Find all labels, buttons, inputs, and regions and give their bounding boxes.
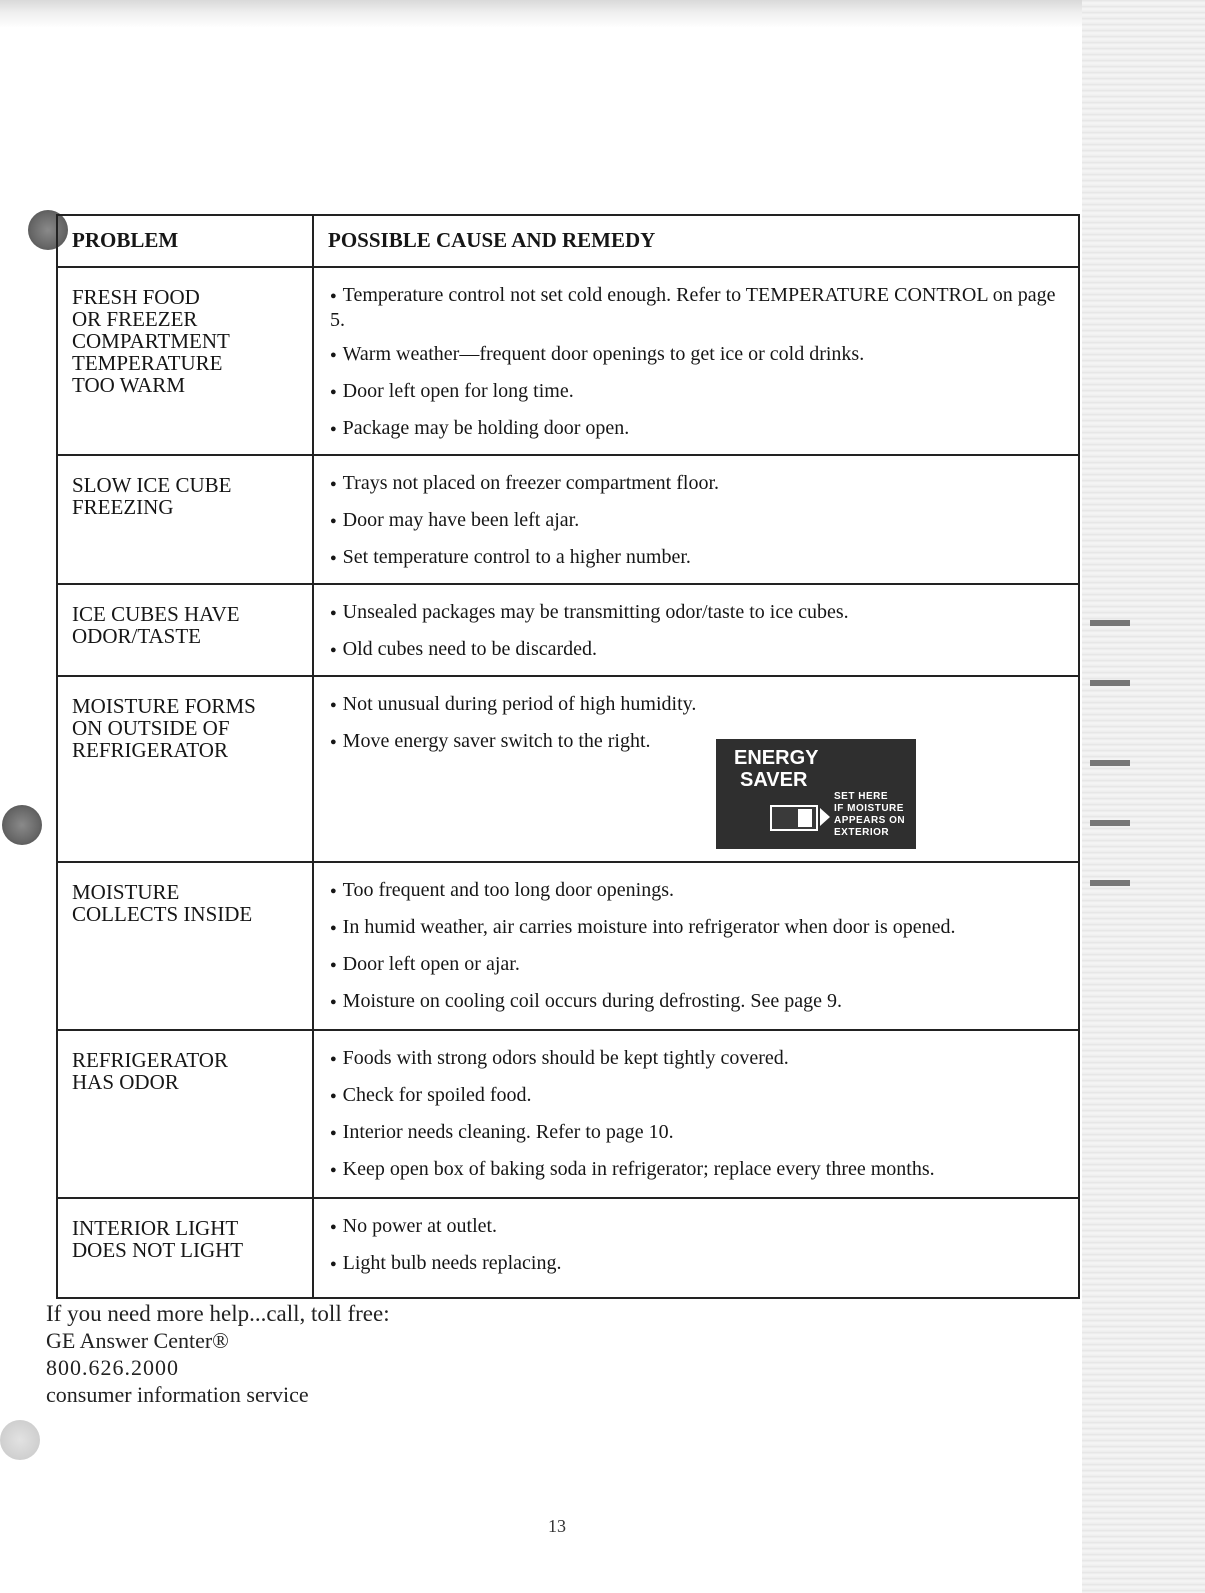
remedy-list	[330, 472, 1064, 571]
energy-saver-switch-icon	[770, 805, 818, 831]
energy-saver-title	[734, 747, 818, 791]
remedy-item: ● Package may be holding door open.	[330, 417, 1064, 442]
remedy-cell	[313, 1030, 1079, 1198]
problem-cell	[57, 267, 313, 455]
problem-line: FREEZING	[72, 495, 174, 519]
scan-top-edge	[0, 0, 1205, 28]
problem-line: HAS ODOR	[72, 1070, 179, 1094]
table-row-ice-odor	[57, 584, 1079, 676]
problem-column-header: PROBLEM	[57, 215, 313, 267]
remedy-cell	[313, 676, 1079, 862]
remedy-item: ● Check for spoiled food.	[330, 1084, 1064, 1109]
scan-mark	[1090, 820, 1130, 826]
remedy-item: ● Too frequent and too long door openings.	[330, 879, 1064, 904]
energy-saver-illustration	[716, 739, 916, 849]
help-service-line: consumer information service	[46, 1382, 309, 1407]
remedy-list	[330, 1047, 1064, 1183]
remedy-item: ● Set temperature control to a higher number.	[330, 546, 1064, 571]
remedy-list	[330, 1215, 1064, 1277]
problem-line: ICE CUBES HAVE	[72, 602, 240, 626]
energy-saver-line: SAVER	[740, 769, 808, 791]
scan-mark	[1090, 760, 1130, 766]
remedy-item: ● Interior needs cleaning. Refer to page 10.	[330, 1121, 1064, 1146]
remedy-item: ● Keep open box of baking soda in refrigerator; replace every three months.	[330, 1158, 1064, 1183]
problem-line: SLOW ICE CUBE	[72, 473, 232, 497]
remedy-item: ● Light bulb needs replacing.	[330, 1252, 1064, 1277]
energy-saver-note-line: APPEARS ON	[834, 815, 906, 826]
remedy-item: ● Old cubes need to be discarded.	[330, 638, 1064, 663]
problem-line: REFRIGERATOR	[72, 738, 228, 762]
problem-line: TEMPERATURE	[72, 351, 223, 375]
remedy-column-header: POSSIBLE CAUSE AND REMEDY	[313, 215, 1079, 267]
problem-cell	[57, 676, 313, 862]
remedy-list	[330, 693, 1064, 755]
problem-line: FRESH FOOD	[72, 285, 200, 309]
help-lead: If you need more help...call, toll free:	[46, 1301, 390, 1326]
scan-mark	[1090, 880, 1130, 886]
table-row-moisture-outside	[57, 676, 1079, 862]
problem-line: DOES NOT LIGHT	[72, 1238, 244, 1262]
arrow-right-icon	[820, 808, 830, 826]
problem-line: OR FREEZER	[72, 307, 198, 331]
remedy-item: ● No power at outlet.	[330, 1215, 1064, 1240]
remedy-item: ● Move energy saver switch to the right.	[330, 730, 1064, 755]
remedy-list	[330, 879, 1064, 1015]
scan-mark	[1090, 680, 1130, 686]
remedy-cell	[313, 267, 1079, 455]
problem-cell	[57, 455, 313, 584]
energy-saver-line: ENERGY	[734, 747, 819, 769]
remedy-item: ● Door may have been left ajar.	[330, 509, 1064, 534]
remedy-item: ● Temperature control not set cold enough. Refer to TEMPERATURE CONTROL on page 5.	[330, 284, 1064, 331]
problem-line: MOISTURE	[72, 880, 180, 904]
remedy-cell	[313, 862, 1079, 1030]
problem-line: ON OUTSIDE OF	[72, 716, 230, 740]
remedy-item: ● Door left open for long time.	[330, 380, 1064, 405]
energy-saver-note-line: SET HERE	[834, 791, 889, 802]
switch-knob-icon	[798, 809, 812, 827]
table-row-too-warm	[57, 267, 1079, 455]
remedy-item: ● In humid weather, air carries moisture into refrigerator when door is opened.	[330, 916, 1064, 941]
problem-line: ODOR/TASTE	[72, 624, 201, 648]
remedy-item: ● Moisture on cooling coil occurs during defrosting. See page 9.	[330, 990, 1064, 1015]
help-contact-block	[46, 1300, 390, 1408]
problem-cell	[57, 1198, 313, 1298]
remedy-item: ● Door left open or ajar.	[330, 953, 1064, 978]
remedy-content	[330, 693, 1064, 838]
energy-saver-note-line: IF MOISTURE	[834, 803, 904, 814]
energy-saver-note-line: EXTERIOR	[834, 827, 890, 838]
energy-saver-note	[834, 791, 905, 839]
remedy-list	[330, 284, 1064, 442]
binder-hole-middle	[2, 805, 42, 845]
troubleshooting-table	[56, 214, 1080, 1299]
page-number: 13	[548, 1516, 566, 1536]
problem-line: MOISTURE FORMS	[72, 694, 256, 718]
binder-hole-bottom	[0, 1420, 40, 1460]
table-header-row	[57, 215, 1079, 267]
remedy-item: ● Not unusual during period of high humidity.	[330, 693, 1064, 718]
problem-line: COLLECTS INSIDE	[72, 902, 253, 926]
scan-right-edge	[1082, 0, 1205, 1593]
problem-line: TOO WARM	[72, 373, 185, 397]
problem-cell	[57, 584, 313, 676]
remedy-item: ● Foods with strong odors should be kept tightly covered.	[330, 1047, 1064, 1072]
answer-center-name: GE Answer Center®	[46, 1328, 229, 1353]
answer-center-phone: 800.626.2000	[46, 1355, 179, 1380]
problem-line: REFRIGERATOR	[72, 1048, 228, 1072]
remedy-item: ● Unsealed packages may be transmitting odor/taste to ice cubes.	[330, 601, 1064, 626]
remedy-item: ● Warm weather—frequent door openings to get ice or cold drinks.	[330, 343, 1064, 368]
problem-line: INTERIOR LIGHT	[72, 1216, 239, 1240]
remedy-cell	[313, 1198, 1079, 1298]
scan-mark	[1090, 620, 1130, 626]
remedy-item: ● Trays not placed on freezer compartment floor.	[330, 472, 1064, 497]
table-row-light	[57, 1198, 1079, 1298]
remedy-list	[330, 601, 1064, 663]
table-row-has-odor	[57, 1030, 1079, 1198]
table-row-slow-ice	[57, 455, 1079, 584]
remedy-cell	[313, 455, 1079, 584]
problem-cell	[57, 862, 313, 1030]
remedy-cell	[313, 584, 1079, 676]
table-row-moisture-inside	[57, 862, 1079, 1030]
problem-line: COMPARTMENT	[72, 329, 230, 353]
problem-cell	[57, 1030, 313, 1198]
